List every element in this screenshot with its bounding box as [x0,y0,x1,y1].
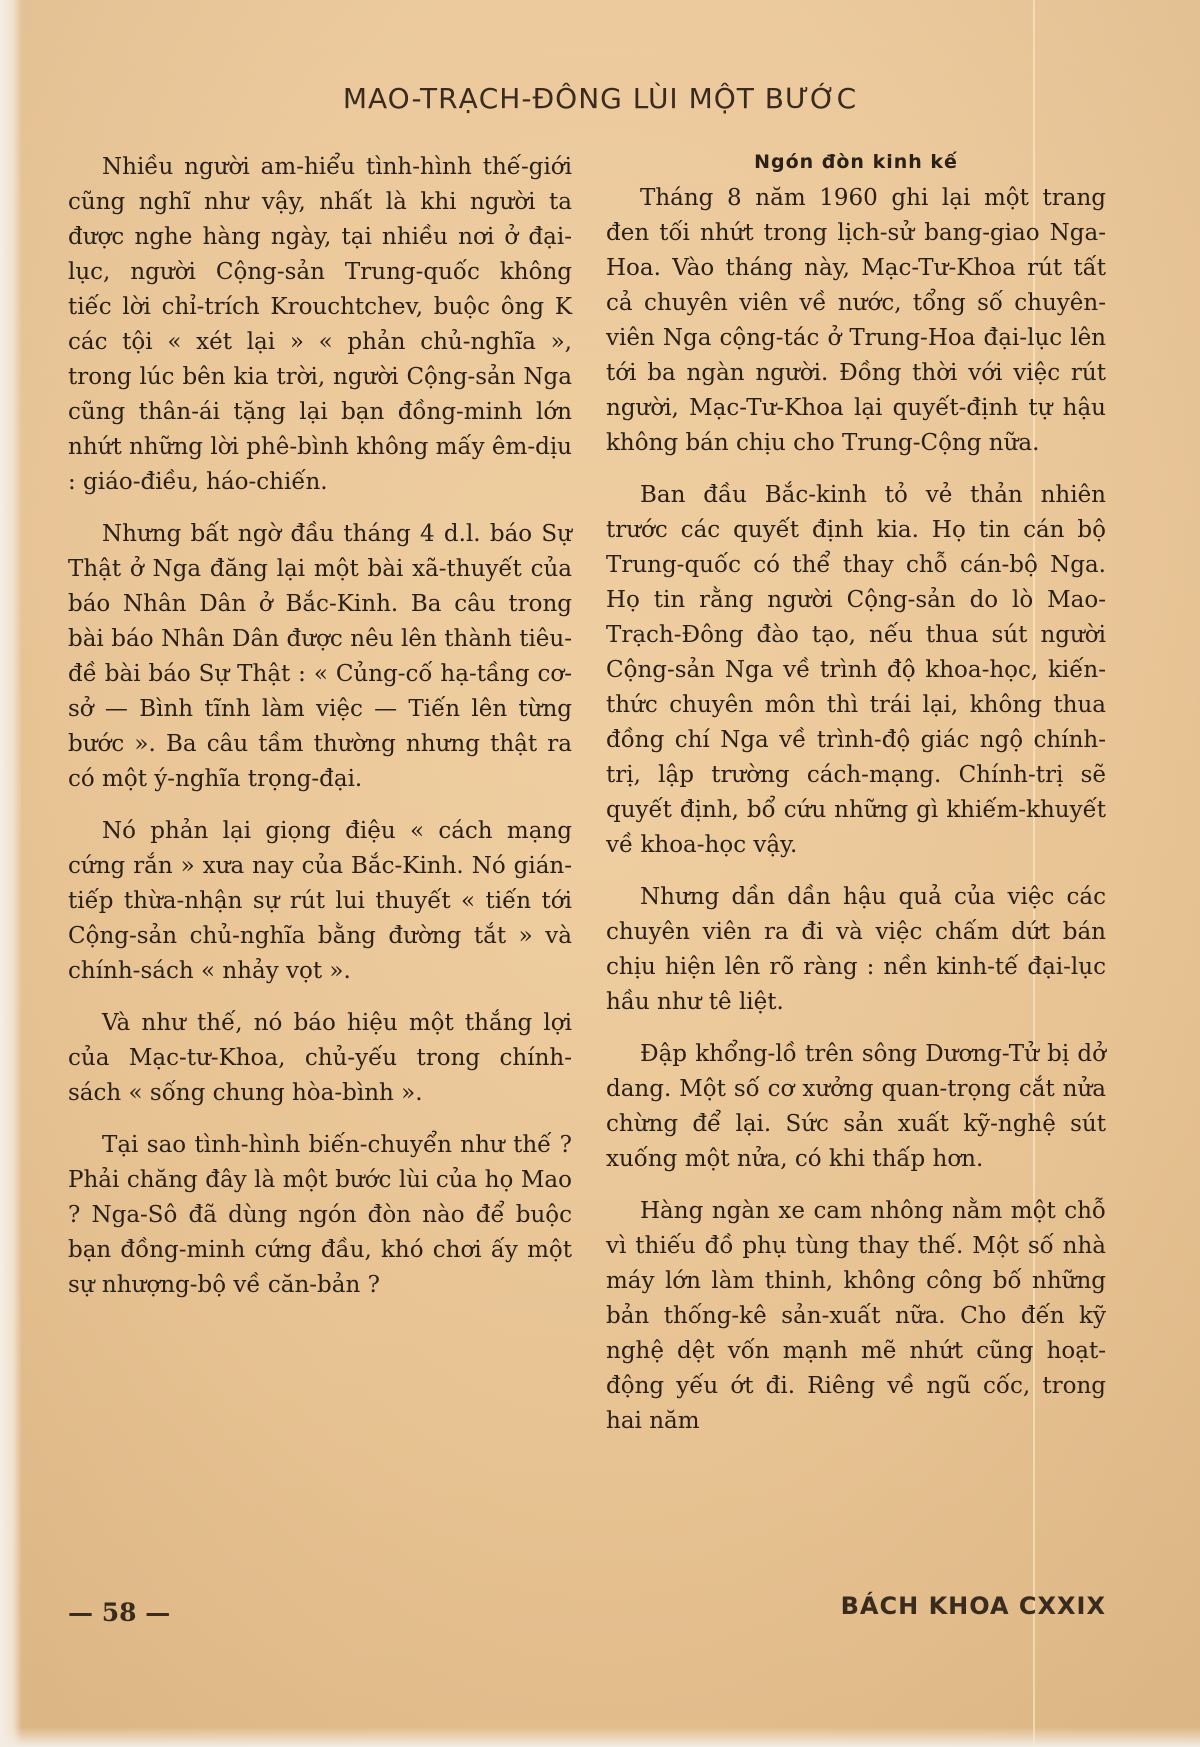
paragraph: Nhưng dần dần hậu quả của việc các chuyên viên ra đi và việc chấm dứt bán chịu hiện lên rõ ràng : nền kinh-tế đại-lục hầu như tê liệt. [606,884,1106,1015]
page-number: — 58 — [68,1598,171,1627]
paragraph: Tháng 8 năm 1960 ghi lại một trang đen tối nhứt trong lịch-sử bang-giao Nga-Hoa. Vào tháng này, Mạc-Tư-Khoa rút tất cả chuyên viên về nước, tổng số chuyên-viên Nga cộng-tác ở Trung-Hoa đại-lục lên tới ba ngàn người. Đồng thời với việc rút người, Mạc-Tư-Khoa lại quyết-định tự hậu không bán chịu cho Trung-Cộng nữa. [606,185,1106,456]
paragraph: Đập khổng-lồ trên sông Dương-Tử bị dở dang. Một số cơ xưởng quan-trọng cắt nửa chừng để lại. Sức sản xuất kỹ-nghệ sút xuống một nửa, có khi thấp hơn. [606,1041,1106,1172]
paragraph: Ban đầu Bắc-kinh tỏ vẻ thản nhiên trước các quyết định kia. Họ tin cán bộ Trung-quốc có thể thay chỗ cán-bộ Nga. Họ tin rằng người Cộng-sản do lò Mao-Trạch-Đông đào tạo, nếu thua sút người Cộng-sản Nga về trình độ khoa-học, kiến-thức chuyên môn thì trái lại, không thua đồng chí Nga về trình-độ giác ngộ chính-trị, lập trường cách-mạng. Chính-trị sẽ quyết định, bổ cứu những gì khiếm-khuyết về khoa-học vậy. [606,482,1106,858]
section-heading: Ngón đòn kinh kế [754,151,958,173]
paragraph: Nhưng bất ngờ đầu tháng 4 d.l. báo Sự Thật ở Nga đăng lại một bài xã-thuyết của báo Nhân Dân ở Bắc-Kinh. Ba câu trong bài báo Nhân Dân được nêu lên thành tiêu-đề bài báo Sự Thật : « Củng-cố hạ-tầng cơ-sở — Bình tĩnh làm việc — Tiến lên từng bước ». Ba câu tầm thường nhưng thật ra có một ý-nghĩa trọng-đại. [68,521,572,792]
paragraph: Nó phản lại giọng điệu « cách mạng cứng rắn » xưa nay của Bắc-Kinh. Nó gián-tiếp thừa-nhận sự rút lui thuyết « tiến tới Cộng-sản chủ-nghĩa bằng đường tắt » và chính-sách « nhảy vọt ». [68,818,572,984]
publication-name: BÁCH KHOA CXXIX [840,1592,1106,1620]
running-header: MAO-TRẠCH-ĐÔNG LÙI MỘT BƯỚC [342,82,858,115]
page-edge-bottom [0,1727,1200,1747]
right-column [606,147,1106,1456]
left-column [68,150,572,1320]
page-edge-left [0,0,22,1747]
paragraph: Tại sao tình-hình biến-chuyển như thế ? Phải chăng đây là một bước lùi của họ Mao ? Nga-Sô đã dùng ngón đòn nào để buộc bạn đồng-minh cứng đầu, khó chơi ấy một sự nhượng-bộ về căn-bản ? [68,1132,572,1298]
paragraph: Hàng ngàn xe cam nhông nằm một chỗ vì thiếu đồ phụ tùng thay thế. Một số nhà máy lớn làm thinh, không công bố những bản thống-kê sản-xuất nữa. Cho đến kỹ nghệ dệt vốn mạnh mẽ nhứt cũng hoạt-động yếu ớt đi. Riêng về ngũ cốc, trong hai năm [606,1198,1106,1434]
paragraph: Và như thế, nó báo hiệu một thắng lợi của Mạc-tư-Khoa, chủ-yếu trong chính-sách « sống chung hòa-bình ». [68,1010,572,1106]
paragraph: Nhiều người am-hiểu tình-hình thế-giới cũng nghĩ như vậy, nhất là khi người ta được nghe hàng ngày, tại nhiều nơi ở đại-lục, người Cộng-sản Trung-quốc không tiếc lời chỉ-trích Krouchtchev, buộc ông K các tội « xét lại » « phản chủ-nghĩa », trong lúc bên kia trời, người Cộng-sản Nga cũng thân-ái tặng lại bạn đồng-minh lớn nhứt những lời phê-bình không mấy êm-dịu : giáo-điều, háo-chiến. [68,154,572,495]
